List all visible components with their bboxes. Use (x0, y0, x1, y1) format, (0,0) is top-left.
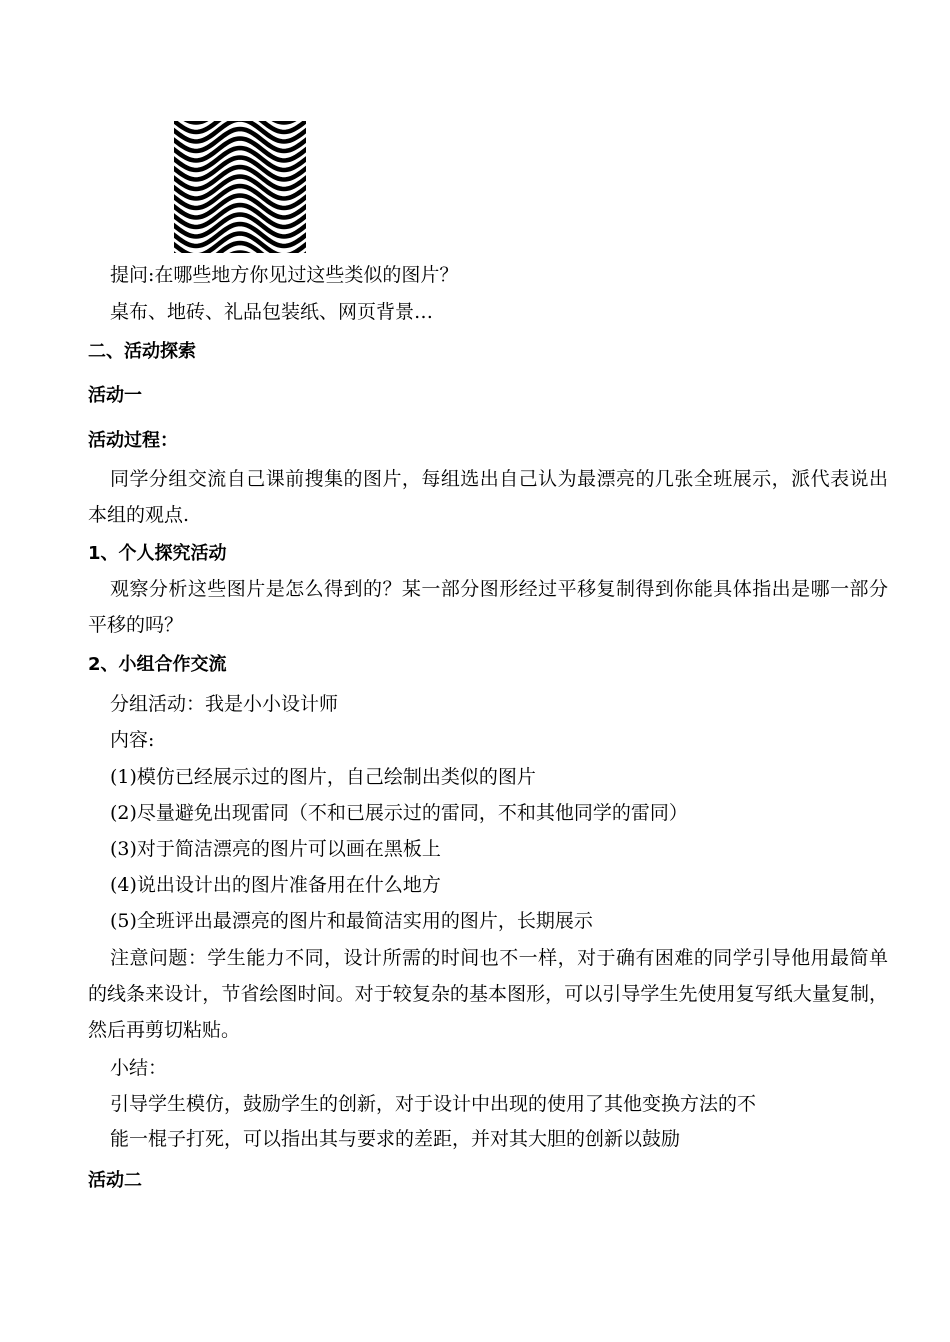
content-item: (3)对于简洁漂亮的图片可以画在黑板上 (110, 838, 441, 860)
process-label: 活动过程： (88, 430, 178, 451)
question-text: 提问:在哪些地方你见过这些类似的图片？ (110, 264, 459, 286)
content-item: (2)尽量避免出现雷同（不和已展示过的雷同，不和其他同学的雷同） (110, 802, 688, 824)
content-item: (5)全班评出最漂亮的图片和最简洁实用的图片，长期展示 (110, 910, 593, 932)
answer-text: 桌布、地砖、礼品包装纸、网页背景… (110, 301, 434, 323)
section-title: 二、活动探索 (88, 341, 196, 362)
process-paragraph: 同学分组交流自己课前搜集的图片，每组选出自己认为最漂亮的几张全班展示，派代表说出本组的观点. (88, 468, 888, 526)
summary-label: 小结： (110, 1057, 168, 1079)
sub1-title: 1、个人探究活动 (88, 543, 227, 564)
content-item: (1)模仿已经展示过的图片，自己绘制出类似的图片 (110, 766, 536, 788)
summary-line: 能一棍子打死，可以指出其与要求的差距，并对其大胆的创新以鼓励 (110, 1128, 681, 1150)
content-label: 内容: (110, 729, 155, 751)
summary-line: 引导学生模仿，鼓励学生的创新，对于设计中出现的使用了其他变换方法的不 (110, 1093, 757, 1115)
content-item: (4)说出设计出的图片准备用在什么地方 (110, 874, 441, 896)
notice-paragraph: 注意问题：学生能力不同，设计所需的时间也不一样，对于确有困难的同学引导他用最简单的线条来设计，节省绘图时间。对于较复杂的基本图形，可以引导学生先使用复写纸大量复制，然后再剪切粘贴。 (88, 947, 888, 1041)
activity1-title: 活动一 (88, 385, 142, 406)
activity2-title: 活动二 (88, 1170, 142, 1191)
group-activity-text: 分组活动：我是小小设计师 (110, 693, 339, 715)
wave-pattern-image (174, 121, 306, 253)
sub2-title: 2、小组合作交流 (88, 654, 227, 675)
sub1-paragraph: 观察分析这些图片是怎么得到的？某一部分图形经过平移复制得到你能具体指出是哪一部分平移的吗？ (88, 578, 888, 636)
